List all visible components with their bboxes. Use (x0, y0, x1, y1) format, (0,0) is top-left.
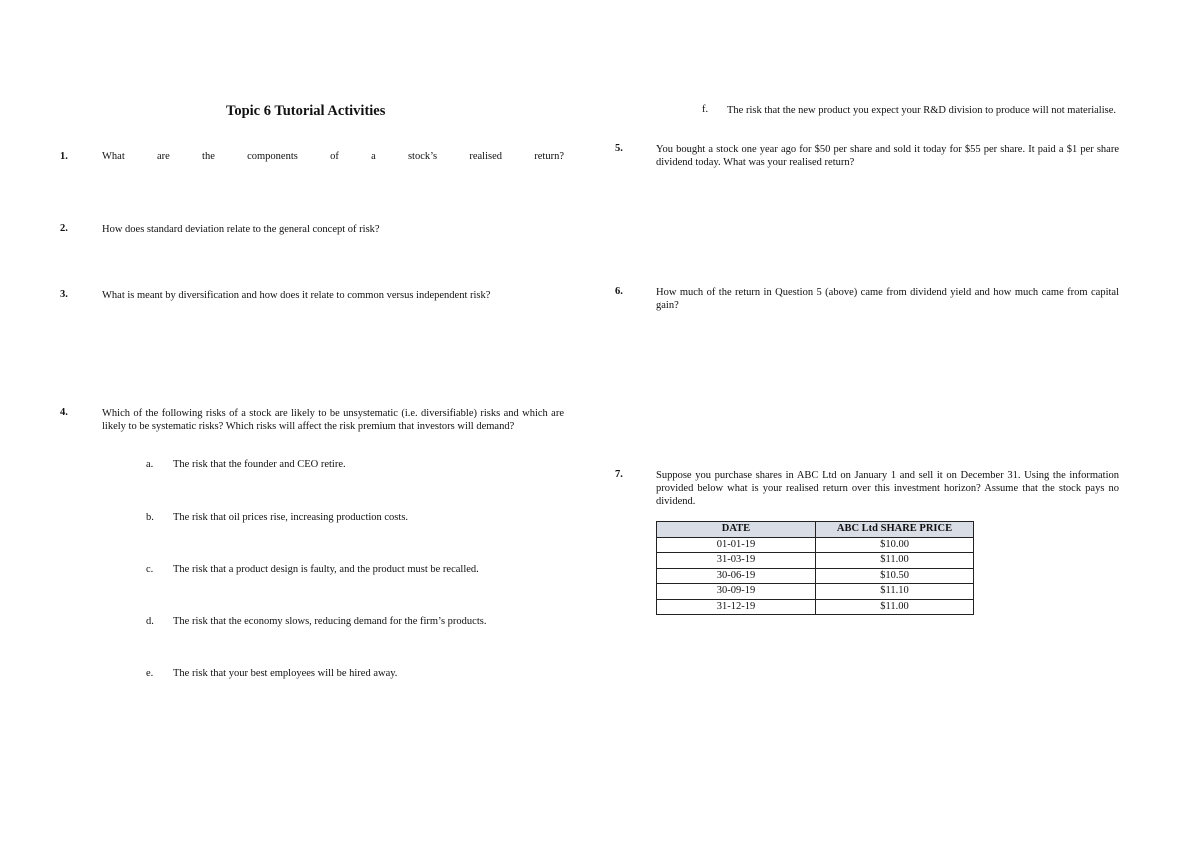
item-letter: f. (702, 104, 709, 115)
price-cell: $10.00 (816, 537, 974, 553)
question-2-text: How does standard deviation relate to the general concept of risk? (102, 224, 380, 235)
item-letter: c. (146, 564, 154, 575)
date-cell: 30-06-19 (657, 568, 816, 584)
price-cell: $11.00 (816, 553, 974, 569)
item-text: The risk that your best employees will be hired away. (173, 668, 398, 679)
item-letter: d. (146, 616, 154, 627)
item-text: The risk that the founder and CEO retire. (173, 459, 346, 470)
item-text: The risk that the new product you expect your R&D division to produce will not materialise. (727, 105, 1116, 116)
date-cell: 31-03-19 (657, 553, 816, 569)
table-header-row (657, 522, 974, 538)
question-number: 1. (60, 151, 68, 162)
item-text: The risk that oil prices rise, increasing production costs. (173, 512, 409, 523)
question-text (102, 151, 564, 162)
item-letter: b. (146, 512, 154, 523)
column-header-date: DATE (657, 522, 816, 538)
share-price-table (656, 521, 974, 615)
question-number: 2. (60, 223, 68, 234)
page-title: Topic 6 Tutorial Activities (226, 103, 386, 119)
item-letter: a. (146, 459, 154, 470)
item-text: The risk that a product design is faulty, and the product must be recalled. (173, 564, 479, 575)
question-3-text: What is meant by diversification and how does it relate to common versus independent risk? (102, 290, 491, 301)
table-row (657, 553, 974, 569)
price-cell: $11.10 (816, 584, 974, 600)
date-cell: 31-12-19 (657, 599, 816, 615)
question-1-text: What are the components of a stock’s realised return? (102, 151, 564, 162)
price-cell: $11.00 (816, 599, 974, 615)
date-cell: 30-09-19 (657, 584, 816, 600)
price-cell: $10.50 (816, 568, 974, 584)
question-7-text: Suppose you purchase shares in ABC Ltd on January 1 and sell it on December 31. Using the information provided below what is your realised return over this investment horizon? Assume that the stock pays no dividend. (656, 470, 1119, 507)
question-number: 5. (615, 143, 623, 154)
item-text: The risk that the economy slows, reducing demand for the firm’s products. (173, 616, 487, 627)
question-number: 7. (615, 469, 623, 480)
table-row (657, 568, 974, 584)
question-number: 6. (615, 286, 623, 297)
item-letter: e. (146, 668, 154, 679)
date-cell: 01-01-19 (657, 537, 816, 553)
question-number: 4. (60, 407, 68, 418)
question-5-text: You bought a stock one year ago for $50 per share and sold it today for $55 per share. It paid a $1 per share dividend today. What was your realised return? (656, 144, 1119, 168)
question-4-text: Which of the following risks of a stock are likely to be unsystematic (i.e. diversifiable) risks and which are likely to be systematic risks? Which risks will affect the risk premium that investors will demand? (102, 408, 564, 432)
column-header-price: ABC Ltd SHARE PRICE (816, 522, 974, 538)
table-row (657, 584, 974, 600)
table-row (657, 537, 974, 553)
question-number: 3. (60, 289, 68, 300)
table-row (657, 599, 974, 615)
question-6-text: How much of the return in Question 5 (above) came from dividend yield and how much came from capital gain? (656, 287, 1119, 311)
